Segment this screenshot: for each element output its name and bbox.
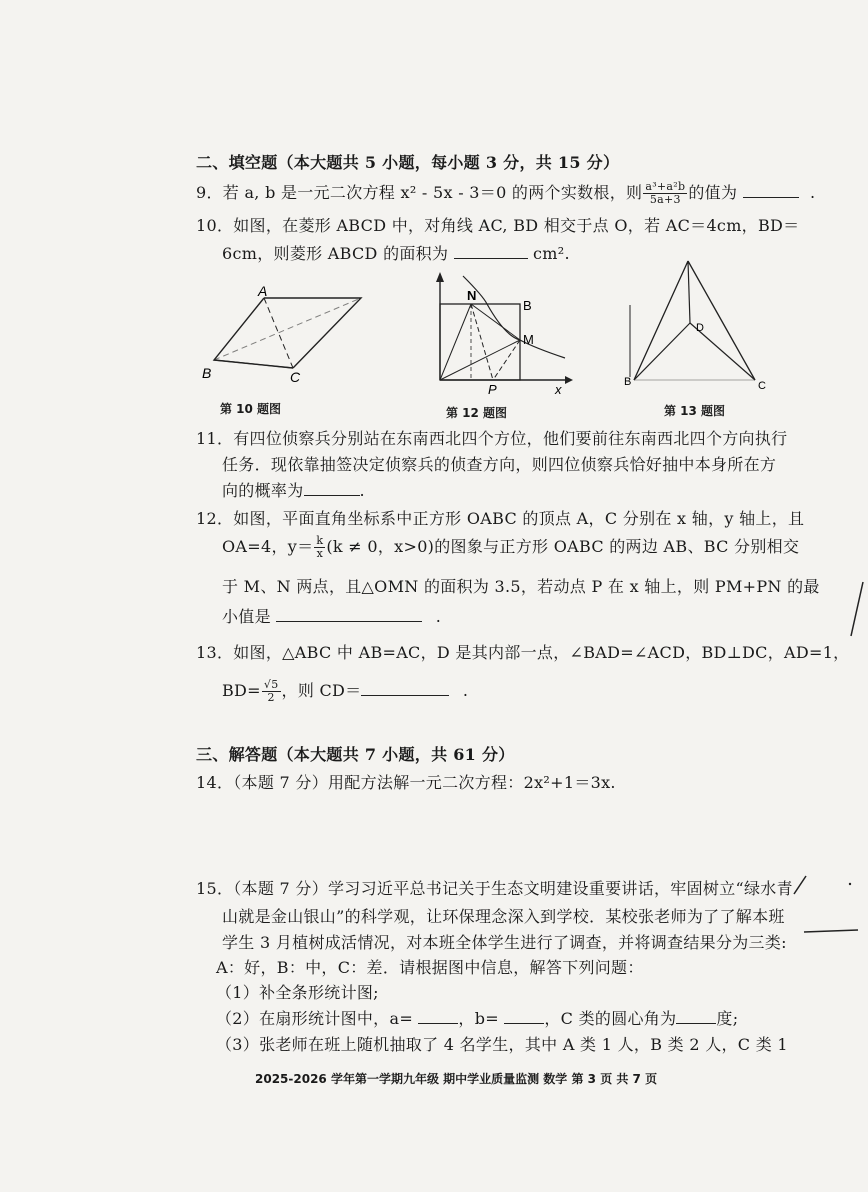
q12-line-2-text: OA=4，y＝ [222, 537, 314, 556]
q12-line-4 [222, 604, 441, 627]
q9-answer-blank[interactable] [743, 183, 799, 198]
figure-13-caption: 第 13 题图 [664, 404, 726, 418]
fig12-label-n: N [467, 288, 477, 303]
q13-end: . [462, 681, 469, 700]
figure-13-triangle [620, 255, 770, 395]
q11-line-2: 任务．现依靠抽签决定侦察兵的侦查方向，则四位侦察兵恰好抽中本身所在方 [222, 455, 777, 474]
q15-line-2: 山就是金山银山”的科学观，让环保理念深入到学校．某校张老师为了了解本班 [222, 907, 785, 926]
q15-line-3: 学生 3 月植树成活情况，对本班全体学生进行了调查，并将调查结果分为三类: [222, 933, 787, 952]
figure-12-coordinate [425, 268, 575, 398]
q9-frac-den: 5a+3 [649, 193, 681, 206]
q13-line-1: 13．如图，△ABC 中 AB=AC，D 是其内部一点，∠BAD=∠ACD，BD⊥DC，AD=1， [196, 643, 850, 662]
q15-blank-b[interactable] [504, 1009, 544, 1024]
q12-end: . [435, 607, 442, 626]
q10-line-2 [222, 241, 570, 264]
q15-line-1: 15．（本题 7 分）学习习近平总书记关于生态文明建设重要讲话，牢固树立“绿水青 [196, 879, 793, 898]
q11-line-3-text: 向的概率为 [222, 481, 304, 500]
q11-end: . [359, 481, 365, 500]
q12-line-1: 12．如图，平面直角坐标系中正方形 OABC 的顶点 A，C 分别在 x 轴，y 轴上，且 [196, 509, 805, 528]
q9-post: 的值为 [688, 183, 738, 202]
q11-line-3 [222, 478, 365, 501]
figure-10-caption: 第 10 题图 [220, 402, 282, 416]
q15-sub-2-a: （2）在扇形统计图中，a= [216, 1009, 414, 1028]
q15-sub-2-c: ，C 类的圆心角为 [544, 1009, 677, 1028]
fig13-label-d: D [696, 322, 704, 334]
q10-unit: cm². [533, 244, 570, 263]
q12-line-4-text: 小值是 [222, 607, 271, 626]
q9-fraction [643, 181, 687, 206]
q15-blank-angle[interactable] [676, 1009, 716, 1024]
fig12-label-x: x [555, 382, 562, 397]
fig10-label-b: B [202, 365, 212, 381]
q13-fraction [262, 679, 281, 704]
q12-frac-num: k [316, 534, 324, 547]
margin-pen-mark-2 [790, 870, 860, 940]
figure-12-caption: 第 12 题图 [446, 406, 508, 420]
q15-sub-2-d: 度; [716, 1009, 739, 1028]
fig12-label-b: B [523, 298, 532, 313]
q12-answer-blank[interactable] [276, 607, 422, 622]
q13-answer-blank[interactable] [361, 681, 449, 696]
q12-line-2-post: (k ≠ 0，x>0)的图象与正方形 OABC 的两边 AB、BC 分别相交 [326, 537, 800, 556]
q13-line-2-text: BD= [222, 681, 261, 700]
q9-frac-num: a³+a²b [645, 180, 686, 193]
q10-answer-blank[interactable] [454, 244, 528, 259]
fig12-label-m: M [523, 332, 534, 347]
section-3-title: 三、解答题（本大题共 7 小题，共 61 分） [196, 745, 515, 764]
fig10-label-a: A [258, 283, 268, 299]
q13-line-2-mid: ，则 CD＝ [281, 681, 362, 700]
fig12-label-p: P [488, 382, 497, 397]
q12-line-3: 于 M、N 两点，且△OMN 的面积为 3.5，若动点 P 在 x 轴上，则 PM+PN 的最 [222, 577, 820, 596]
q15-sub-2-b: ，b= [458, 1009, 499, 1028]
q10-line-1: 10．如图，在菱形 ABCD 中，对角线 AC, BD 相交于点 O，若 AC＝4cm，BD＝ [196, 216, 800, 235]
q12-fraction [314, 535, 325, 560]
q11-answer-blank[interactable] [304, 481, 360, 496]
figure-10-rhombus [196, 280, 376, 390]
fig13-label-c: C [758, 380, 766, 392]
q15-sub-1: （1）补全条形统计图; [216, 983, 379, 1002]
q9-end: . [810, 183, 816, 202]
section-2-title: 二、填空题（本大题共 5 小题，每小题 3 分，共 15 分） [196, 153, 620, 172]
q15-sub-3: （3）张老师在班上随机抽取了 4 名学生，其中 A 类 1 人，B 类 2 人，C 类 1 [216, 1035, 788, 1054]
fig13-label-b: B [624, 376, 632, 388]
page-footer: 2025-2026 学年第一学期九年级 期中学业质量监测 数学 第 3 页 共 7 页 [255, 1072, 658, 1086]
q12-frac-den: x [316, 547, 324, 560]
q15-line-4: A：好，B：中，C：差．请根据图中信息，解答下列问题： [216, 958, 644, 977]
q13-frac-den: 2 [267, 691, 275, 704]
question-14: 14．（本题 7 分）用配方法解一元二次方程：2x²+1＝3x. [196, 773, 616, 792]
q9-text: 9．若 a, b 是一元二次方程 x² - 5x - 3＝0 的两个实数根，则 [196, 183, 643, 202]
q13-frac-num: √5 [263, 678, 279, 691]
fig10-label-c: C [290, 369, 301, 385]
q12-line-2 [222, 534, 799, 560]
margin-pen-mark-1 [845, 580, 865, 640]
q15-blank-a[interactable] [418, 1009, 458, 1024]
q13-line-2 [222, 678, 468, 704]
q15-sub-2 [216, 1006, 738, 1029]
question-9 [196, 180, 815, 206]
q11-line-1: 11．有四位侦察兵分别站在东南西北四个方位，他们要前往东南西北四个方向执行 [196, 429, 788, 448]
q10-line-2-text: 6cm，则菱形 ABCD 的面积为 [222, 244, 449, 263]
